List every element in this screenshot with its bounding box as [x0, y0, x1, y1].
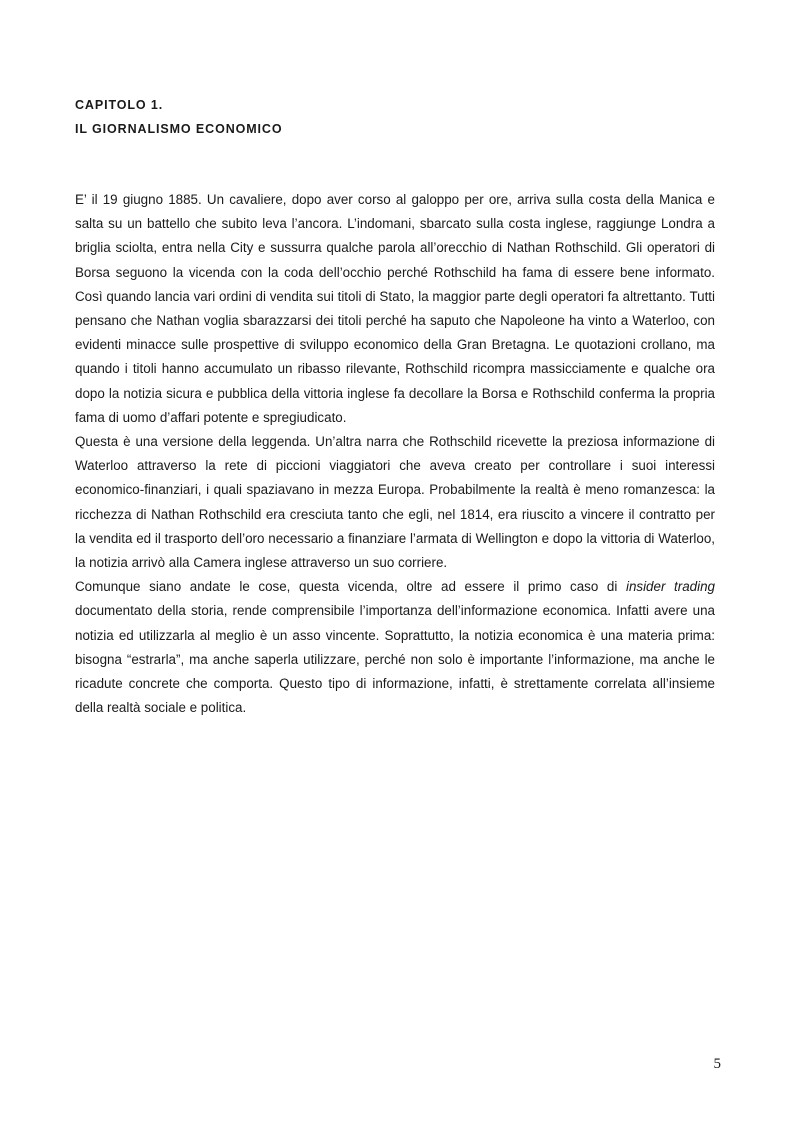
paragraph-3-start: Comunque siano andate le cose, questa vicenda, oltre ad essere il primo caso di [75, 579, 626, 595]
paragraph-1: E’ il 19 giugno 1885. Un cavaliere, dopo aver corso al galoppo per ore, arriva sulla costa della Manica e salta su un battello che subito leva l’ancora. L’indomani, sbarcato sulla costa inglese, raggiunge Londra a briglia sciolta, entra nella City e sussurra qualche parola all’orecchio di Nathan Rothschild. Gli operatori di Borsa seguono la vicenda con la coda dell’occhio perché Rothschild ha fama di essere bene informato. Così quando lancia vari ordini di vendita sui titoli di Stato, la maggior parte degli operatori fa altrettanto. Tutti pensano che Nathan voglia sbarazzarsi dei titoli perché ha saputo che Napoleone ha vinto a Waterloo, con evidenti minacce sulle prospettive di sviluppo economico della Gran Bretagna. Le quotazioni crollano, ma quando i titoli hanno accumulato un ribasso rilevante, Rothschild ricompra massicciamente e qualche ora dopo la notizia sicura e pubblica della vittoria inglese fa decollare la Borsa e Rothschild conferma la propria fama di uomo d’affari potente e spregiudicato. [75, 192, 715, 425]
page-number: 5 [713, 1056, 721, 1072]
paragraph-3 [75, 575, 715, 720]
body-text [75, 188, 715, 720]
paragraph-2: Questa è una versione della leggenda. Un’altra narra che Rothschild ricevette la preziosa informazione di Waterloo attraverso la rete di piccioni viaggiatori che aveva creato per controllare i suoi interessi economico-finanziari, i quali spaziavano in mezza Europa. Probabilmente la realtà è meno romanzesca: la ricchezza di Nathan Rothschild era cresciuta tanto che egli, nel 1814, era riuscito a vincere il contratto per la vendita ed il trasporto dell’oro necessario a finanziare l’armata di Wellington e dopo la vittoria di Waterloo, la notizia arrivò alla Camera inglese attraverso un suo corriere. [75, 434, 715, 571]
paragraph-3-end: documentato della storia, rende comprensibile l’importanza dell’informazione economica. Infatti avere una notizia ed utilizzarla al meglio è un asso vincente. Soprattutto, la notizia economica è una materia prima: bisogna “estrarla”, ma anche saperla utilizzare, perché non solo è importante l’informazione, ma anche le ricadute concrete che comporta. Questo tipo di informazione, infatti, è strettamente correlata all’insieme della realtà sociale e politica. [75, 603, 715, 716]
chapter-title: IL GIORNALISMO ECONOMICO [75, 122, 283, 136]
chapter-heading [75, 93, 282, 141]
italic-term: insider trading [625, 579, 715, 595]
chapter-number: CAPITOLO 1. [75, 98, 164, 112]
